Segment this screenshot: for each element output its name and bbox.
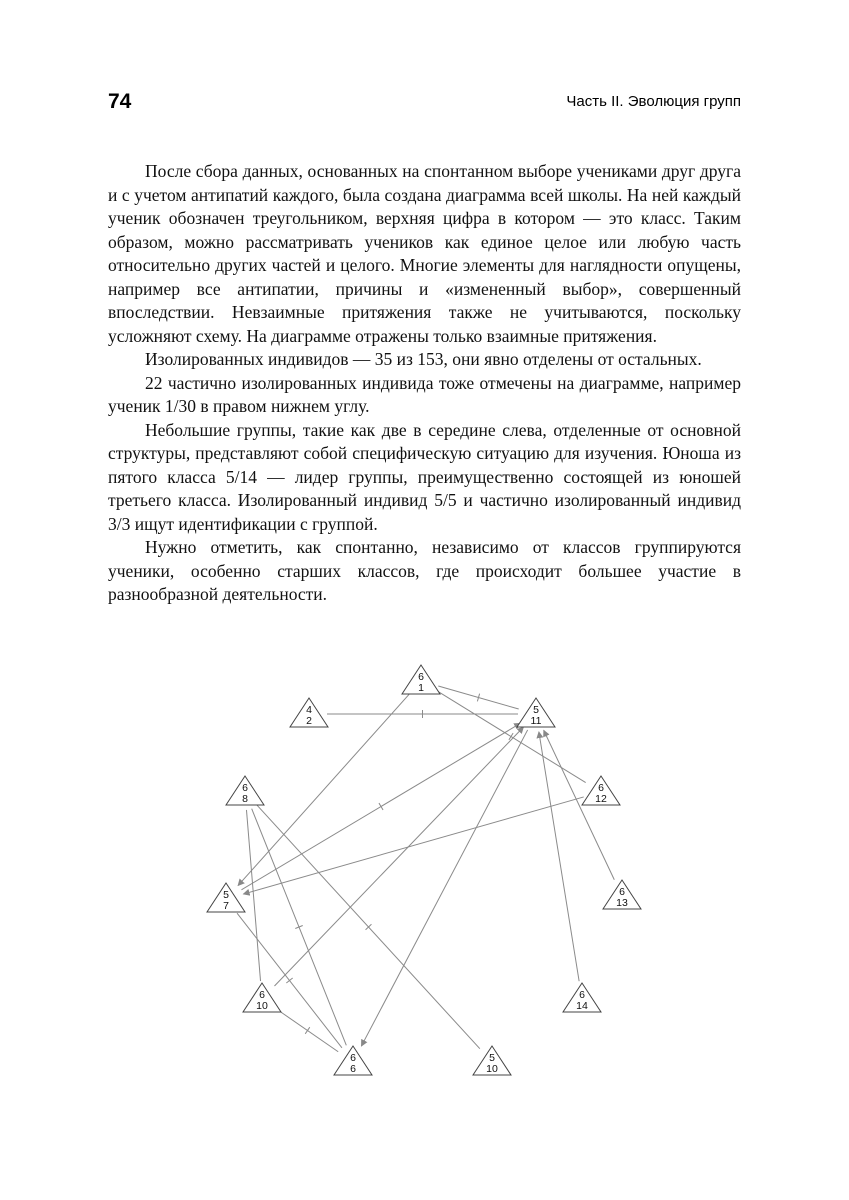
mutual-tick (379, 803, 383, 810)
node-number: 10 (486, 1063, 498, 1075)
mutual-tick (286, 978, 292, 983)
student-node-5-10 (473, 1046, 511, 1075)
student-node-6-14 (563, 983, 601, 1012)
edge-n5-11-n6-6 (361, 730, 527, 1046)
paragraph: 22 частично изолированных индивида тоже отмечены на диаграмме, например ученик 1/30 в правом нижнем углу. (108, 372, 741, 416)
node-grade: 5 (489, 1052, 495, 1064)
student-node-6-13 (603, 880, 641, 909)
student-node-6-1 (402, 665, 440, 694)
running-head: Часть II. Эволюция групп (566, 93, 741, 110)
mutual-tick (305, 1027, 310, 1034)
paragraph: После сбора данных, основанных на спонтанном выборе учениками друг друга и с учетом антипатий каждого, была создана диаграмма всей школы. На ней каждый ученик обозначен треугольником, верхняя цифра в котором — это класс. Таким образом, можно рассматривать учеников как единое целое или любую часть относительно других частей и целого. Многие элементы для наглядности опущены, например все антипатии, причины и «измененный выбор», совершенный впоследствии. Невзаимные притяжения также не учитываются, поскольку усложняют схему. На диаграмме отражены только взаимные притяжения. (108, 161, 741, 346)
edge-n6-14-n5-11 (539, 732, 579, 981)
node-number: 2 (306, 715, 312, 727)
node-number: 14 (576, 1000, 588, 1012)
edge-n6-10-n5-11 (274, 727, 523, 986)
student-node-5-7 (207, 883, 245, 912)
node-number: 12 (595, 793, 607, 805)
page-number: 74 (108, 90, 132, 113)
student-node-6-12 (582, 776, 620, 805)
node-number: 6 (350, 1063, 356, 1075)
student-node-6-6 (334, 1046, 372, 1075)
node-grade: 6 (598, 782, 604, 794)
node-number: 1 (418, 682, 424, 694)
node-grade: 4 (306, 704, 312, 716)
student-node-4-2 (290, 698, 328, 727)
student-node-6-8 (226, 776, 264, 805)
node-number: 11 (530, 715, 542, 727)
edge-n6-8-n6-10 (246, 810, 260, 981)
node-grade: 5 (533, 704, 539, 716)
node-number: 13 (616, 897, 628, 909)
node-grade: 5 (223, 889, 229, 901)
node-grade: 6 (259, 989, 265, 1001)
node-grade: 6 (619, 886, 625, 898)
edges-layer (237, 686, 614, 1052)
node-grade: 6 (350, 1052, 356, 1064)
paragraph: Изолированных индивидов — 35 из 153, они явно отделены от остальных. (145, 349, 702, 369)
nodes-layer (207, 665, 641, 1075)
node-grade: 6 (418, 671, 424, 683)
node-grade: 6 (579, 989, 585, 1001)
paragraph: Небольшие группы, такие как две в середине слева, отделенные от основной структуры, представляют собой специфическую ситуацию для изучения. Юноша из пятого класса 5/14 — лидер группы, преимущественно состоящей из юношей третьего класса. Изолированный индивид 5/5 и частично изолированный индивид 3/3 ищут идентификации с группой. (108, 419, 741, 534)
student-node-5-11 (517, 698, 555, 727)
node-number: 10 (256, 1000, 268, 1012)
paragraph: Нужно отметить, как спонтанно, независимо от классов группируются ученики, особенно старших классов, где происходит большее участие в разнообразной деятельности. (108, 537, 741, 604)
student-node-6-10 (243, 983, 281, 1012)
node-number: 8 (242, 793, 248, 805)
node-number: 7 (223, 900, 229, 912)
node-grade: 6 (242, 782, 248, 794)
